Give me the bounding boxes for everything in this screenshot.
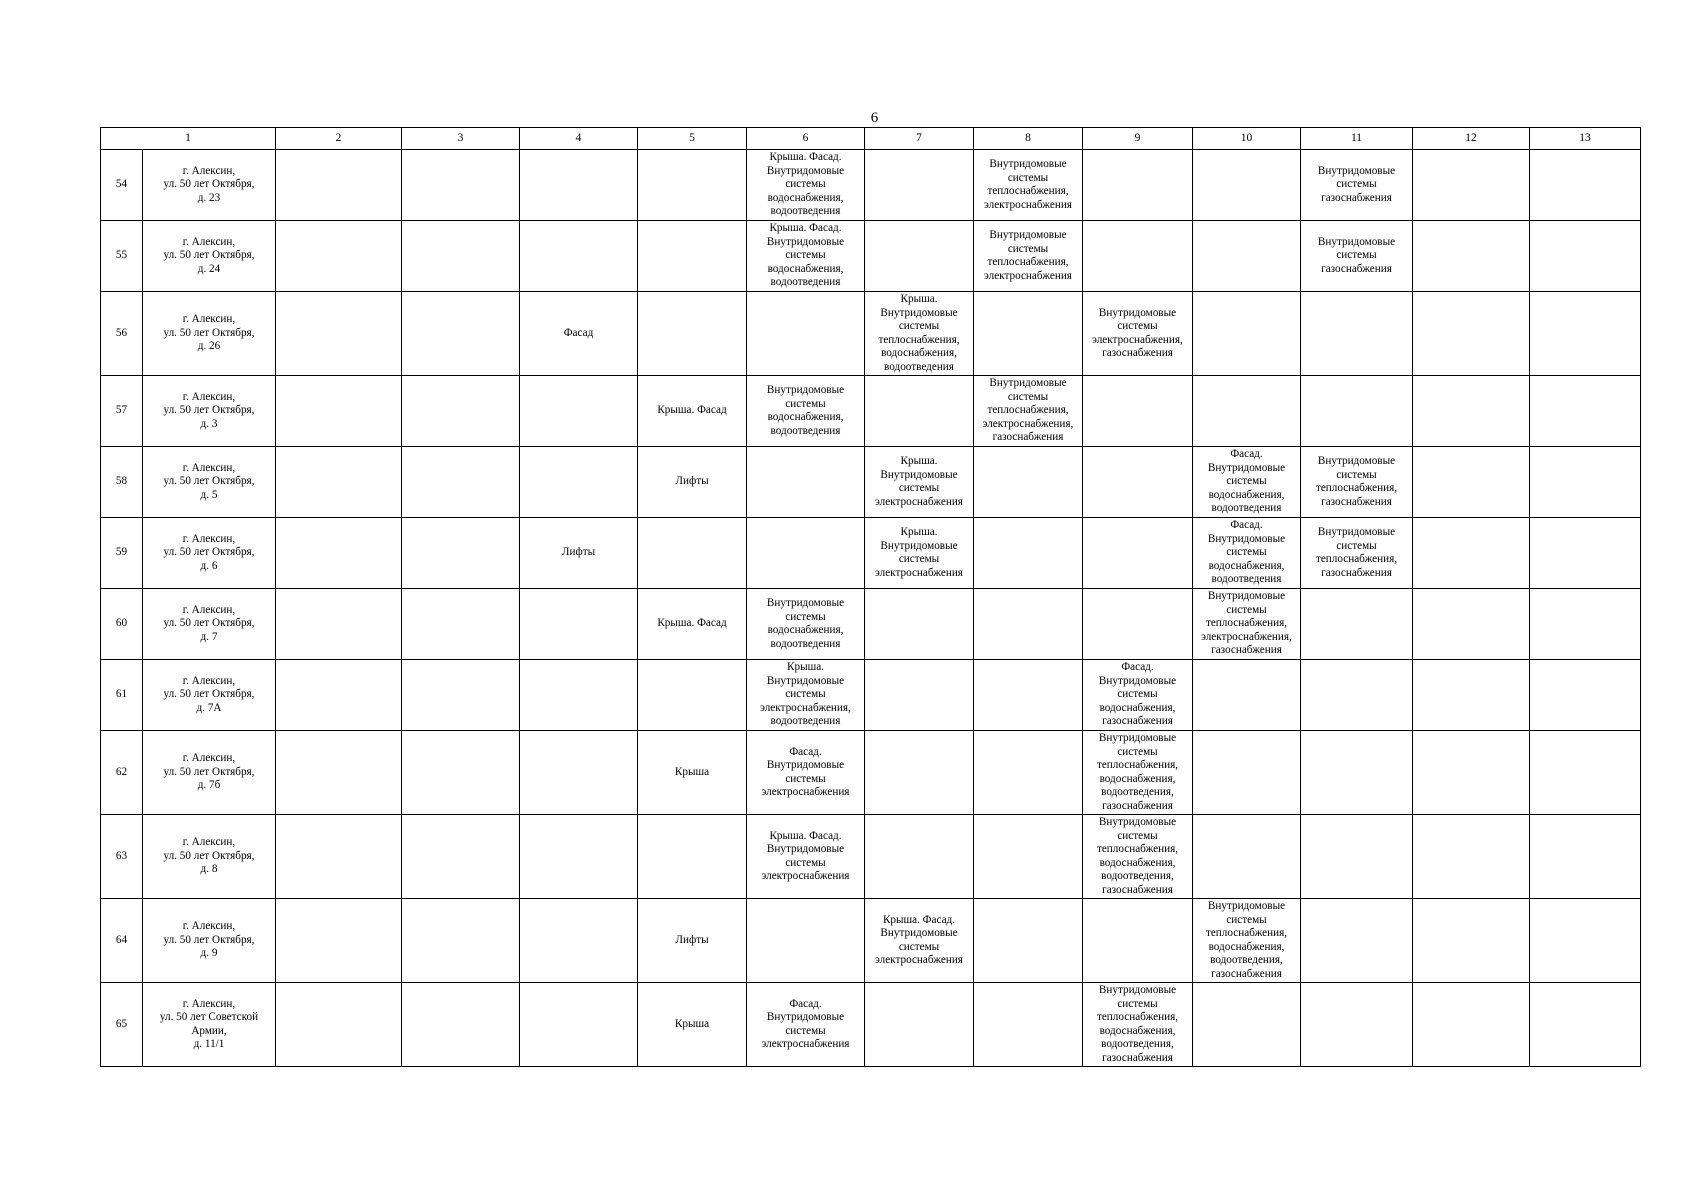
work-cell-col-12 (1413, 660, 1530, 731)
column-header: 10 (1193, 128, 1301, 150)
column-header: 13 (1530, 128, 1641, 150)
work-cell-col-7 (865, 983, 974, 1067)
work-cell-col-3 (402, 221, 520, 292)
work-cell-col-8: Внутридомовые системы теплоснабжения, электроснабжения, газоснабжения (974, 376, 1083, 447)
work-cell-col-2 (276, 376, 402, 447)
work-cell-col-2 (276, 660, 402, 731)
work-cell-col-4 (520, 589, 638, 660)
work-cell-col-5 (638, 150, 747, 221)
work-cell-col-4 (520, 815, 638, 899)
work-cell-col-10: Внутридомовые системы теплоснабжения, электроснабжения, газоснабжения (1193, 589, 1301, 660)
work-cell-col-12 (1413, 221, 1530, 292)
table-row (101, 376, 1641, 447)
address-cell: г. Алексин, ул. 50 лет Октября, д. 9 (143, 899, 276, 983)
row-number-cell: 54 (101, 150, 143, 221)
work-cell-col-3 (402, 660, 520, 731)
address-cell: г. Алексин, ул. 50 лет Октября, д. 7 (143, 589, 276, 660)
work-cell-col-7 (865, 221, 974, 292)
work-cell-col-13 (1530, 815, 1641, 899)
work-cell-col-7: Крыша. Внутридомовые системы электроснабжения (865, 447, 974, 518)
work-cell-col-2 (276, 518, 402, 589)
work-cell-col-11 (1301, 589, 1413, 660)
table-row (101, 221, 1641, 292)
work-cell-col-2 (276, 447, 402, 518)
work-cell-col-9 (1083, 589, 1193, 660)
row-number-cell: 65 (101, 983, 143, 1067)
row-number-cell: 61 (101, 660, 143, 731)
work-cell-col-5 (638, 660, 747, 731)
work-cell-col-4 (520, 150, 638, 221)
work-cell-col-13 (1530, 292, 1641, 376)
work-cell-col-4: Лифты (520, 518, 638, 589)
work-cell-col-3 (402, 150, 520, 221)
work-cell-col-11 (1301, 899, 1413, 983)
work-cell-col-7: Крыша. Фасад. Внутридомовые системы электроснабжения (865, 899, 974, 983)
column-header: 5 (638, 128, 747, 150)
work-cell-col-7 (865, 150, 974, 221)
work-cell-col-11: Внутридомовые системы газоснабжения (1301, 221, 1413, 292)
work-cell-col-7 (865, 815, 974, 899)
work-cell-col-10 (1193, 983, 1301, 1067)
work-cell-col-7 (865, 660, 974, 731)
work-cell-col-8 (974, 292, 1083, 376)
work-cell-col-10: Внутридомовые системы теплоснабжения, водоснабжения, водоотведения, газоснабжения (1193, 899, 1301, 983)
work-cell-col-4 (520, 660, 638, 731)
work-cell-col-13 (1530, 899, 1641, 983)
address-cell: г. Алексин, ул. 50 лет Октября, д. 7А (143, 660, 276, 731)
address-cell: г. Алексин, ул. 50 лет Октября, д. 26 (143, 292, 276, 376)
work-cell-col-3 (402, 447, 520, 518)
work-cell-col-10 (1193, 221, 1301, 292)
work-cell-col-13 (1530, 376, 1641, 447)
address-cell: г. Алексин, ул. 50 лет Октября, д. 3 (143, 376, 276, 447)
work-cell-col-2 (276, 292, 402, 376)
work-cell-col-6 (747, 899, 865, 983)
work-cell-col-9: Внутридомовые системы теплоснабжения, водоснабжения, водоотведения, газоснабжения (1083, 731, 1193, 815)
work-cell-col-10 (1193, 376, 1301, 447)
work-cell-col-9 (1083, 447, 1193, 518)
address-cell: г. Алексин, ул. 50 лет Октября, д. 6 (143, 518, 276, 589)
column-header: 11 (1301, 128, 1413, 150)
work-cell-col-11 (1301, 815, 1413, 899)
work-cell-col-11: Внутридомовые системы газоснабжения (1301, 150, 1413, 221)
table-row (101, 899, 1641, 983)
work-cell-col-6 (747, 292, 865, 376)
work-cell-col-2 (276, 899, 402, 983)
work-cell-col-5 (638, 221, 747, 292)
table-row (101, 518, 1641, 589)
work-cell-col-9 (1083, 150, 1193, 221)
work-cell-col-5: Крыша (638, 731, 747, 815)
work-cell-col-4 (520, 221, 638, 292)
work-cell-col-13 (1530, 447, 1641, 518)
work-cell-col-11 (1301, 660, 1413, 731)
work-cell-col-6 (747, 518, 865, 589)
work-cell-col-6: Фасад. Внутридомовые системы электроснабжения (747, 731, 865, 815)
table-row (101, 815, 1641, 899)
column-header: 12 (1413, 128, 1530, 150)
work-cell-col-4 (520, 899, 638, 983)
work-cell-col-5 (638, 518, 747, 589)
work-cell-col-2 (276, 150, 402, 221)
row-number-cell: 57 (101, 376, 143, 447)
work-cell-col-2 (276, 983, 402, 1067)
work-cell-col-12 (1413, 447, 1530, 518)
work-cell-col-9 (1083, 221, 1193, 292)
work-cell-col-9: Внутридомовые системы теплоснабжения, водоснабжения, водоотведения, газоснабжения (1083, 983, 1193, 1067)
row-number-cell: 55 (101, 221, 143, 292)
work-cell-col-11: Внутридомовые системы теплоснабжения, газоснабжения (1301, 518, 1413, 589)
address-cell: г. Алексин, ул. 50 лет Октября, д. 23 (143, 150, 276, 221)
table-row (101, 292, 1641, 376)
work-cell-col-7 (865, 589, 974, 660)
work-cell-col-3 (402, 376, 520, 447)
work-cell-col-13 (1530, 589, 1641, 660)
work-cell-col-10 (1193, 150, 1301, 221)
work-cell-col-11: Внутридомовые системы теплоснабжения, газоснабжения (1301, 447, 1413, 518)
work-cell-col-12 (1413, 376, 1530, 447)
row-number-cell: 59 (101, 518, 143, 589)
work-cell-col-12 (1413, 815, 1530, 899)
work-cell-col-12 (1413, 731, 1530, 815)
work-cell-col-7: Крыша. Внутридомовые системы теплоснабжения, водоснабжения, водоотведения (865, 292, 974, 376)
works-schedule-table (100, 127, 1641, 1067)
work-cell-col-11 (1301, 731, 1413, 815)
work-cell-col-13 (1530, 221, 1641, 292)
work-cell-col-13 (1530, 150, 1641, 221)
table-row (101, 731, 1641, 815)
row-number-cell: 56 (101, 292, 143, 376)
work-cell-col-5 (638, 815, 747, 899)
work-cell-col-4: Фасад (520, 292, 638, 376)
work-cell-col-5: Крыша. Фасад (638, 376, 747, 447)
work-cell-col-12 (1413, 518, 1530, 589)
table-row (101, 983, 1641, 1067)
column-header: 3 (402, 128, 520, 150)
work-cell-col-5: Лифты (638, 899, 747, 983)
row-number-cell: 58 (101, 447, 143, 518)
work-cell-col-6: Крыша. Фасад. Внутридомовые системы водоснабжения, водоотведения (747, 150, 865, 221)
work-cell-col-12 (1413, 150, 1530, 221)
column-header: 8 (974, 128, 1083, 150)
work-cell-col-10 (1193, 660, 1301, 731)
work-cell-col-8: Внутридомовые системы теплоснабжения, электроснабжения (974, 150, 1083, 221)
work-cell-col-10 (1193, 815, 1301, 899)
table-row (101, 150, 1641, 221)
work-cell-col-3 (402, 292, 520, 376)
work-cell-col-8 (974, 815, 1083, 899)
page-number: 6 (870, 110, 879, 126)
work-cell-col-12 (1413, 589, 1530, 660)
column-header: 6 (747, 128, 865, 150)
work-cell-col-13 (1530, 983, 1641, 1067)
table-row (101, 447, 1641, 518)
work-cell-col-8: Внутридомовые системы теплоснабжения, электроснабжения (974, 221, 1083, 292)
table-row (101, 660, 1641, 731)
work-cell-col-10: Фасад. Внутридомовые системы водоснабжения, водоотведения (1193, 447, 1301, 518)
work-cell-col-7 (865, 376, 974, 447)
work-cell-col-12 (1413, 899, 1530, 983)
work-cell-col-3 (402, 815, 520, 899)
work-cell-col-10 (1193, 731, 1301, 815)
address-cell: г. Алексин, ул. 50 лет Октября, д. 5 (143, 447, 276, 518)
work-cell-col-12 (1413, 983, 1530, 1067)
work-cell-col-8 (974, 518, 1083, 589)
address-cell: г. Алексин, ул. 50 лет Октября, д. 8 (143, 815, 276, 899)
work-cell-col-2 (276, 221, 402, 292)
work-cell-col-9 (1083, 376, 1193, 447)
work-cell-col-10: Фасад. Внутридомовые системы водоснабжения, водоотведения (1193, 518, 1301, 589)
row-number-cell: 62 (101, 731, 143, 815)
work-cell-col-8 (974, 731, 1083, 815)
table-body (101, 150, 1641, 1067)
work-cell-col-11 (1301, 376, 1413, 447)
work-cell-col-6: Крыша. Фасад. Внутридомовые системы водоснабжения, водоотведения (747, 221, 865, 292)
work-cell-col-3 (402, 518, 520, 589)
row-number-cell: 63 (101, 815, 143, 899)
work-cell-col-3 (402, 731, 520, 815)
work-cell-col-6: Крыша. Внутридомовые системы электроснабжения, водоотведения (747, 660, 865, 731)
work-cell-col-8 (974, 589, 1083, 660)
work-cell-col-7: Крыша. Внутридомовые системы электроснабжения (865, 518, 974, 589)
work-cell-col-8 (974, 983, 1083, 1067)
address-cell: г. Алексин, ул. 50 лет Октября, д. 7б (143, 731, 276, 815)
work-cell-col-9 (1083, 518, 1193, 589)
work-cell-col-5: Крыша. Фасад (638, 589, 747, 660)
work-cell-col-3 (402, 899, 520, 983)
work-cell-col-4 (520, 983, 638, 1067)
work-cell-col-9 (1083, 899, 1193, 983)
work-cell-col-7 (865, 731, 974, 815)
work-cell-col-3 (402, 589, 520, 660)
column-header: 7 (865, 128, 974, 150)
work-cell-col-11 (1301, 983, 1413, 1067)
work-cell-col-5: Крыша (638, 983, 747, 1067)
column-header: 4 (520, 128, 638, 150)
column-header: 2 (276, 128, 402, 150)
column-header: 9 (1083, 128, 1193, 150)
work-cell-col-6: Крыша. Фасад. Внутридомовые системы электроснабжения (747, 815, 865, 899)
work-cell-col-2 (276, 731, 402, 815)
work-cell-col-9: Внутридомовые системы электроснабжения, газоснабжения (1083, 292, 1193, 376)
work-cell-col-9: Фасад. Внутридомовые системы водоснабжения, газоснабжения (1083, 660, 1193, 731)
address-cell: г. Алексин, ул. 50 лет Советской Армии, д. 11/1 (143, 983, 276, 1067)
work-cell-col-10 (1193, 292, 1301, 376)
work-cell-col-6: Внутридомовые системы водоснабжения, водоотведения (747, 589, 865, 660)
header-row (101, 128, 1641, 150)
work-cell-col-8 (974, 660, 1083, 731)
work-cell-col-5 (638, 292, 747, 376)
work-cell-col-2 (276, 589, 402, 660)
work-cell-col-8 (974, 899, 1083, 983)
row-number-cell: 64 (101, 899, 143, 983)
address-cell: г. Алексин, ул. 50 лет Октября, д. 24 (143, 221, 276, 292)
work-cell-col-4 (520, 447, 638, 518)
work-cell-col-6: Внутридомовые системы водоснабжения, водоотведения (747, 376, 865, 447)
work-cell-col-4 (520, 376, 638, 447)
work-cell-col-12 (1413, 292, 1530, 376)
work-cell-col-13 (1530, 518, 1641, 589)
table-row (101, 589, 1641, 660)
work-cell-col-3 (402, 983, 520, 1067)
work-cell-col-6: Фасад. Внутридомовые системы электроснабжения (747, 983, 865, 1067)
work-cell-col-13 (1530, 660, 1641, 731)
work-cell-col-11 (1301, 292, 1413, 376)
work-cell-col-4 (520, 731, 638, 815)
work-cell-col-5: Лифты (638, 447, 747, 518)
column-header: 1 (101, 128, 276, 150)
work-cell-col-9: Внутридомовые системы теплоснабжения, водоснабжения, водоотведения, газоснабжения (1083, 815, 1193, 899)
work-cell-col-13 (1530, 731, 1641, 815)
work-cell-col-2 (276, 815, 402, 899)
row-number-cell: 60 (101, 589, 143, 660)
work-cell-col-6 (747, 447, 865, 518)
work-cell-col-8 (974, 447, 1083, 518)
